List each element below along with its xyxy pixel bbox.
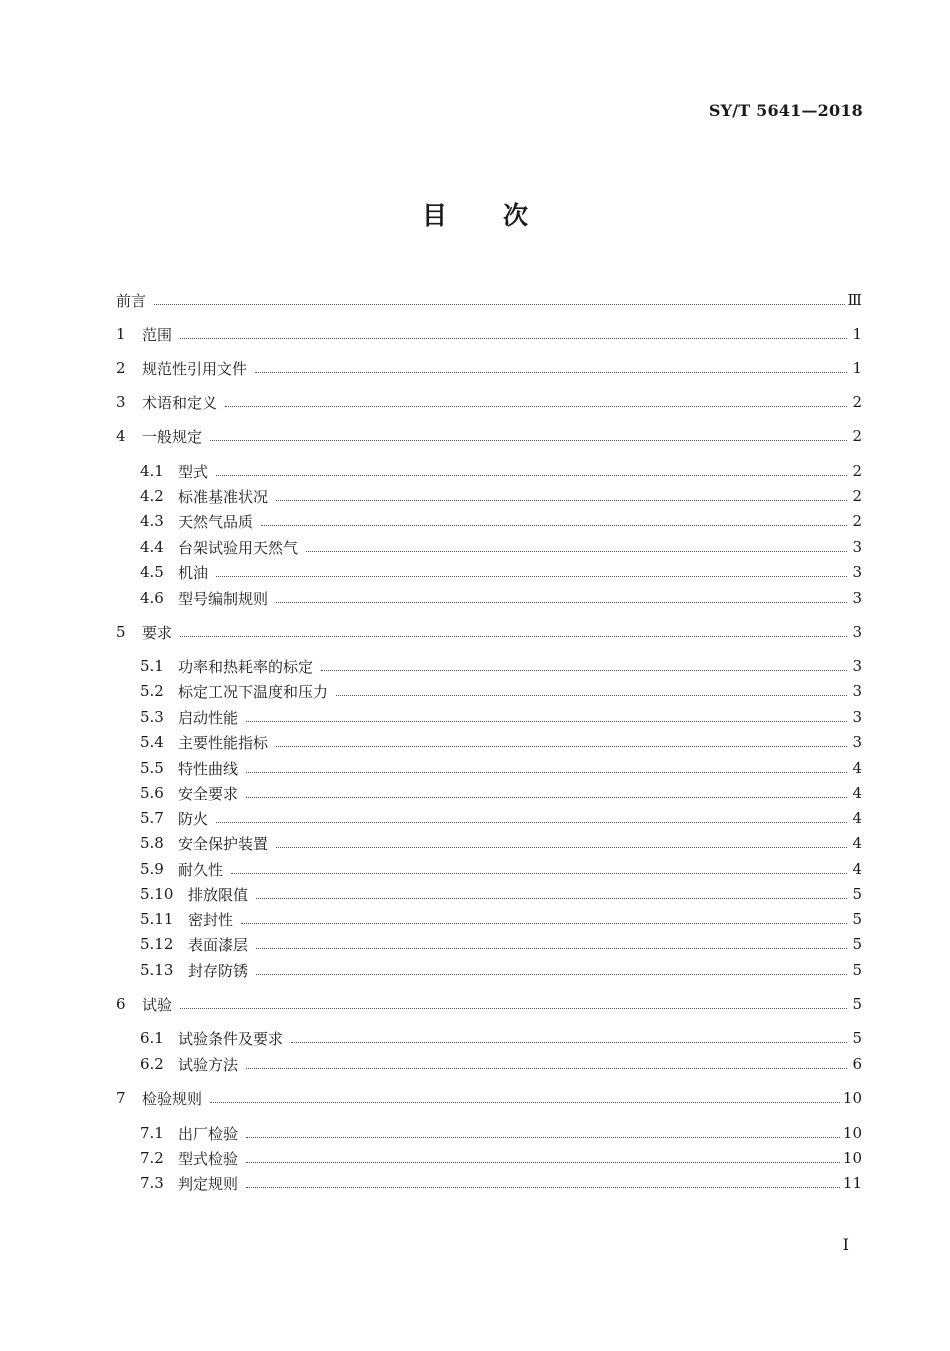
- toc-entry-number: 7.3: [140, 1174, 164, 1192]
- dot-leader: [246, 1162, 840, 1163]
- dot-leader: [154, 304, 845, 305]
- toc-entry-number: 6.2: [140, 1055, 164, 1073]
- toc-entry-page: 3: [852, 708, 862, 726]
- toc-entry-page: 1: [852, 359, 862, 377]
- toc-entry-number: 5.2: [140, 682, 164, 700]
- dot-leader: [255, 372, 847, 373]
- toc-entry-page: 3: [852, 589, 862, 607]
- toc-entry-page: 5: [852, 1029, 862, 1047]
- toc-entry[interactable]: [116, 425, 862, 447]
- dot-leader: [276, 602, 847, 603]
- toc-entry-label: 型式: [178, 462, 209, 481]
- toc-entry-label: 安全保护装置: [178, 834, 269, 853]
- toc-entry-page: 5: [852, 995, 862, 1013]
- toc-entry-label: 耐久性: [178, 860, 224, 879]
- toc-entry-number: 5.9: [140, 860, 164, 878]
- dot-leader: [246, 797, 847, 798]
- dot-leader: [180, 636, 847, 637]
- toc-entry-page: 4: [852, 809, 862, 827]
- toc-entry[interactable]: [140, 959, 862, 981]
- toc-entry-label: 封存防锈: [188, 961, 249, 980]
- toc-entry-label: 术语和定义: [142, 393, 218, 412]
- toc-entry-label: 型式检验: [178, 1149, 239, 1168]
- toc-entry[interactable]: [140, 1053, 862, 1075]
- toc-entry[interactable]: [116, 621, 862, 643]
- toc-entry[interactable]: [140, 1027, 862, 1049]
- toc-entry[interactable]: [140, 807, 862, 829]
- toc-entry-label: 规范性引用文件: [142, 359, 248, 378]
- toc-entry-label: 一般规定: [142, 427, 203, 446]
- toc-entry-label: 要求: [142, 623, 173, 642]
- toc-entry-number: 5: [116, 623, 126, 641]
- toc-entry[interactable]: [140, 731, 862, 753]
- toc-entry-page: 5: [852, 885, 862, 903]
- dot-leader: [276, 500, 847, 501]
- toc-entry-page: 4: [852, 834, 862, 852]
- toc-entry[interactable]: [116, 1087, 862, 1109]
- dot-leader: [216, 576, 847, 577]
- toc-entry-page: 2: [852, 393, 862, 411]
- toc-entry-page: 3: [852, 682, 862, 700]
- toc-entry-page: 4: [852, 784, 862, 802]
- toc-entry[interactable]: [140, 536, 862, 558]
- toc-entry-label: 机油: [178, 563, 209, 582]
- dot-leader: [246, 772, 847, 773]
- toc-entry-number: 5.1: [140, 657, 164, 675]
- toc-entry-label: 功率和热耗率的标定: [178, 657, 314, 676]
- toc-entry-number: 5.12: [140, 935, 174, 953]
- toc-entry-label: 排放限值: [188, 885, 249, 904]
- page-number: I: [842, 1235, 849, 1254]
- toc-entry-number: 4.5: [140, 563, 164, 581]
- dot-leader: [180, 1008, 847, 1009]
- toc-entry-number: 2: [116, 359, 126, 377]
- toc-entry-page: 1: [852, 325, 862, 343]
- toc-entry-label: 标定工况下温度和压力: [178, 682, 329, 701]
- toc-entry-page: 2: [852, 427, 862, 445]
- toc-entry-label: 防火: [178, 809, 209, 828]
- dot-leader: [246, 721, 847, 722]
- toc-entry-number: 5.10: [140, 885, 174, 903]
- toc-entry[interactable]: [140, 832, 862, 854]
- dot-leader: [246, 1137, 840, 1138]
- toc-entry-page: 10: [842, 1124, 862, 1142]
- toc-entry-number: 5.5: [140, 759, 164, 777]
- dot-leader: [256, 974, 847, 975]
- toc-entry-number: 5.11: [140, 910, 174, 928]
- toc-entry-label: 范围: [142, 325, 173, 344]
- toc-entry-page: Ⅲ: [847, 291, 862, 309]
- toc-entry-page: 3: [852, 538, 862, 556]
- toc-entry[interactable]: [140, 1147, 862, 1169]
- toc-entry-label: 标准基准状况: [178, 487, 269, 506]
- toc-entry[interactable]: [116, 357, 862, 379]
- toc-entry-number: 4.6: [140, 589, 164, 607]
- toc-entry[interactable]: [140, 858, 862, 880]
- dot-leader: [241, 923, 847, 924]
- toc-entry-number: 5.8: [140, 834, 164, 852]
- toc-entry-label: 前言: [116, 291, 147, 310]
- dot-leader: [276, 847, 847, 848]
- toc-entry-label: 出厂检验: [178, 1124, 239, 1143]
- toc-entry-label: 天然气品质: [178, 512, 254, 531]
- toc-entry-page: 2: [852, 487, 862, 505]
- toc-entry-label: 特性曲线: [178, 759, 239, 778]
- dot-leader: [225, 406, 847, 407]
- toc-entry[interactable]: [140, 757, 862, 779]
- toc-entry-number: 5.13: [140, 961, 174, 979]
- toc-entry-label: 试验: [142, 995, 173, 1014]
- toc-entry-page: 4: [852, 860, 862, 878]
- toc-entry[interactable]: [140, 460, 862, 482]
- toc-entry-page: 2: [852, 462, 862, 480]
- toc-entry[interactable]: [140, 782, 862, 804]
- document-code: SY/T 5641—2018: [708, 101, 863, 120]
- toc-entry-page: 4: [852, 759, 862, 777]
- toc-entry-number: 5.6: [140, 784, 164, 802]
- toc-entry-number: 5.7: [140, 809, 164, 827]
- toc-entry[interactable]: [140, 908, 862, 930]
- toc-entry[interactable]: [116, 289, 862, 311]
- dot-leader: [321, 670, 847, 671]
- toc-entry[interactable]: [140, 933, 862, 955]
- toc-entry-label: 启动性能: [178, 708, 239, 727]
- toc-entry-label: 试验条件及要求: [178, 1029, 284, 1048]
- toc-entry-number: 4.2: [140, 487, 164, 505]
- dot-leader: [336, 695, 847, 696]
- dot-leader: [180, 338, 847, 339]
- dot-leader: [210, 1102, 840, 1103]
- title-char-1: 目: [421, 201, 447, 230]
- dot-leader: [256, 898, 847, 899]
- toc-entry[interactable]: [140, 1122, 862, 1144]
- toc-entry-page: 3: [852, 623, 862, 641]
- dot-leader: [306, 551, 847, 552]
- toc-entry-page: 2: [852, 512, 862, 530]
- toc-entry[interactable]: [140, 655, 862, 677]
- toc-entry-number: 5.4: [140, 733, 164, 751]
- toc-entry-label: 密封性: [188, 910, 234, 929]
- toc-entry[interactable]: [116, 391, 862, 413]
- toc-entry[interactable]: [140, 510, 862, 532]
- toc-entry-page: 3: [852, 563, 862, 581]
- toc-entry-page: 5: [852, 910, 862, 928]
- toc-entry-page: 5: [852, 961, 862, 979]
- toc-entry-page: 3: [852, 733, 862, 751]
- toc-entry-number: 5.3: [140, 708, 164, 726]
- toc-entry-page: 6: [852, 1055, 862, 1073]
- toc-entry-page: 10: [842, 1089, 862, 1107]
- title-char-2: 次: [503, 201, 529, 230]
- toc-entry[interactable]: [140, 706, 862, 728]
- toc-entry[interactable]: [140, 587, 862, 609]
- toc-entry-number: 7: [116, 1089, 126, 1107]
- dot-leader: [246, 1068, 847, 1069]
- dot-leader: [216, 475, 847, 476]
- dot-leader: [246, 1187, 840, 1188]
- toc-entry-label: 主要性能指标: [178, 733, 269, 752]
- toc-entry-number: 1: [116, 325, 126, 343]
- toc-entry-page: 10: [842, 1149, 862, 1167]
- toc-entry-number: 4.4: [140, 538, 164, 556]
- toc-entry-number: 4: [116, 427, 126, 445]
- toc-entry-label: 型号编制规则: [178, 589, 269, 608]
- dot-leader: [291, 1042, 847, 1043]
- toc-entry-number: 7.1: [140, 1124, 164, 1142]
- toc-entry-number: 4.3: [140, 512, 164, 530]
- toc-entry-label: 安全要求: [178, 784, 239, 803]
- dot-leader: [210, 440, 847, 441]
- toc-entry[interactable]: [116, 993, 862, 1015]
- toc-entry-number: 3: [116, 393, 126, 411]
- toc-entry-label: 表面漆层: [188, 935, 249, 954]
- toc-entry-number: 7.2: [140, 1149, 164, 1167]
- toc-entry[interactable]: [116, 323, 862, 345]
- dot-leader: [216, 822, 847, 823]
- toc-entry-number: 6: [116, 995, 126, 1013]
- table-of-contents: [116, 0, 862, 1351]
- toc-entry[interactable]: [140, 680, 862, 702]
- toc-entry-label: 台架试验用天然气: [178, 538, 299, 557]
- dot-leader: [276, 746, 847, 747]
- dot-leader: [256, 948, 847, 949]
- toc-entry[interactable]: [140, 1172, 862, 1194]
- dot-leader: [261, 525, 847, 526]
- dot-leader: [231, 873, 847, 874]
- toc-entry-label: 检验规则: [142, 1089, 203, 1108]
- toc-entry-page: 3: [852, 657, 862, 675]
- toc-entry-page: 5: [852, 935, 862, 953]
- toc-entry[interactable]: [140, 883, 862, 905]
- toc-entry-number: 4.1: [140, 462, 164, 480]
- toc-entry[interactable]: [140, 561, 862, 583]
- toc-entry-label: 判定规则: [178, 1174, 239, 1193]
- toc-entry-page: 11: [842, 1174, 862, 1192]
- toc-entry-label: 试验方法: [178, 1055, 239, 1074]
- toc-entry-number: 6.1: [140, 1029, 164, 1047]
- toc-entry[interactable]: [140, 485, 862, 507]
